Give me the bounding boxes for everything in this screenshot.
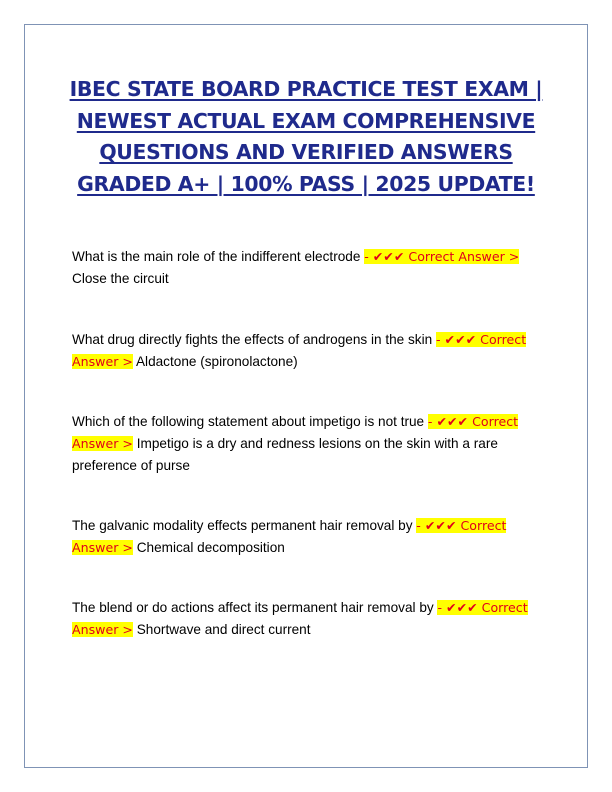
- question-text: What is the main role of the indifferent electrode: [72, 249, 365, 264]
- question-text: The blend or do actions affect its permanent hair removal by: [72, 600, 438, 615]
- correct-answer-marker: - ✔✔✔ Correct Answer >: [72, 600, 528, 637]
- qa-item-4: [72, 515, 542, 559]
- qa-item-3: [72, 411, 542, 477]
- answer-text: Shortwave and direct current: [132, 622, 311, 637]
- answer-text: Aldactone (spironolactone): [132, 354, 298, 369]
- qa-item-5: [72, 597, 542, 641]
- question-text: Which of the following statement about impetigo is not true: [72, 414, 428, 429]
- answer-text: Close the circuit: [72, 271, 169, 286]
- answer-text: Impetigo is a dry and redness lesions on the skin with a rare preference of purse: [72, 436, 498, 473]
- question-text: The galvanic modality effects permanent hair removal by: [72, 518, 417, 533]
- answer-text: Chemical decomposition: [132, 540, 285, 555]
- correct-answer-marker: - ✔✔✔ Correct Answer >: [72, 414, 519, 451]
- question-text: What drug directly fights the effects of androgens in the skin: [72, 332, 436, 347]
- correct-answer-marker: - ✔✔✔ Correct Answer >: [72, 332, 527, 369]
- correct-answer-marker: - ✔✔✔ Correct Answer >: [364, 249, 520, 264]
- qa-item-1: [72, 246, 542, 290]
- qa-item-2: [72, 329, 542, 373]
- correct-answer-marker: - ✔✔✔ Correct Answer >: [72, 518, 507, 555]
- document-title: IBEC STATE BOARD PRACTICE TEST EXAM | NEWEST ACTUAL EXAM COMPREHENSIVE QUESTIONS AND VERIFIED ANSWERS GRADED A+ | 100% PASS | 2025 UPDATE!: [69, 77, 543, 196]
